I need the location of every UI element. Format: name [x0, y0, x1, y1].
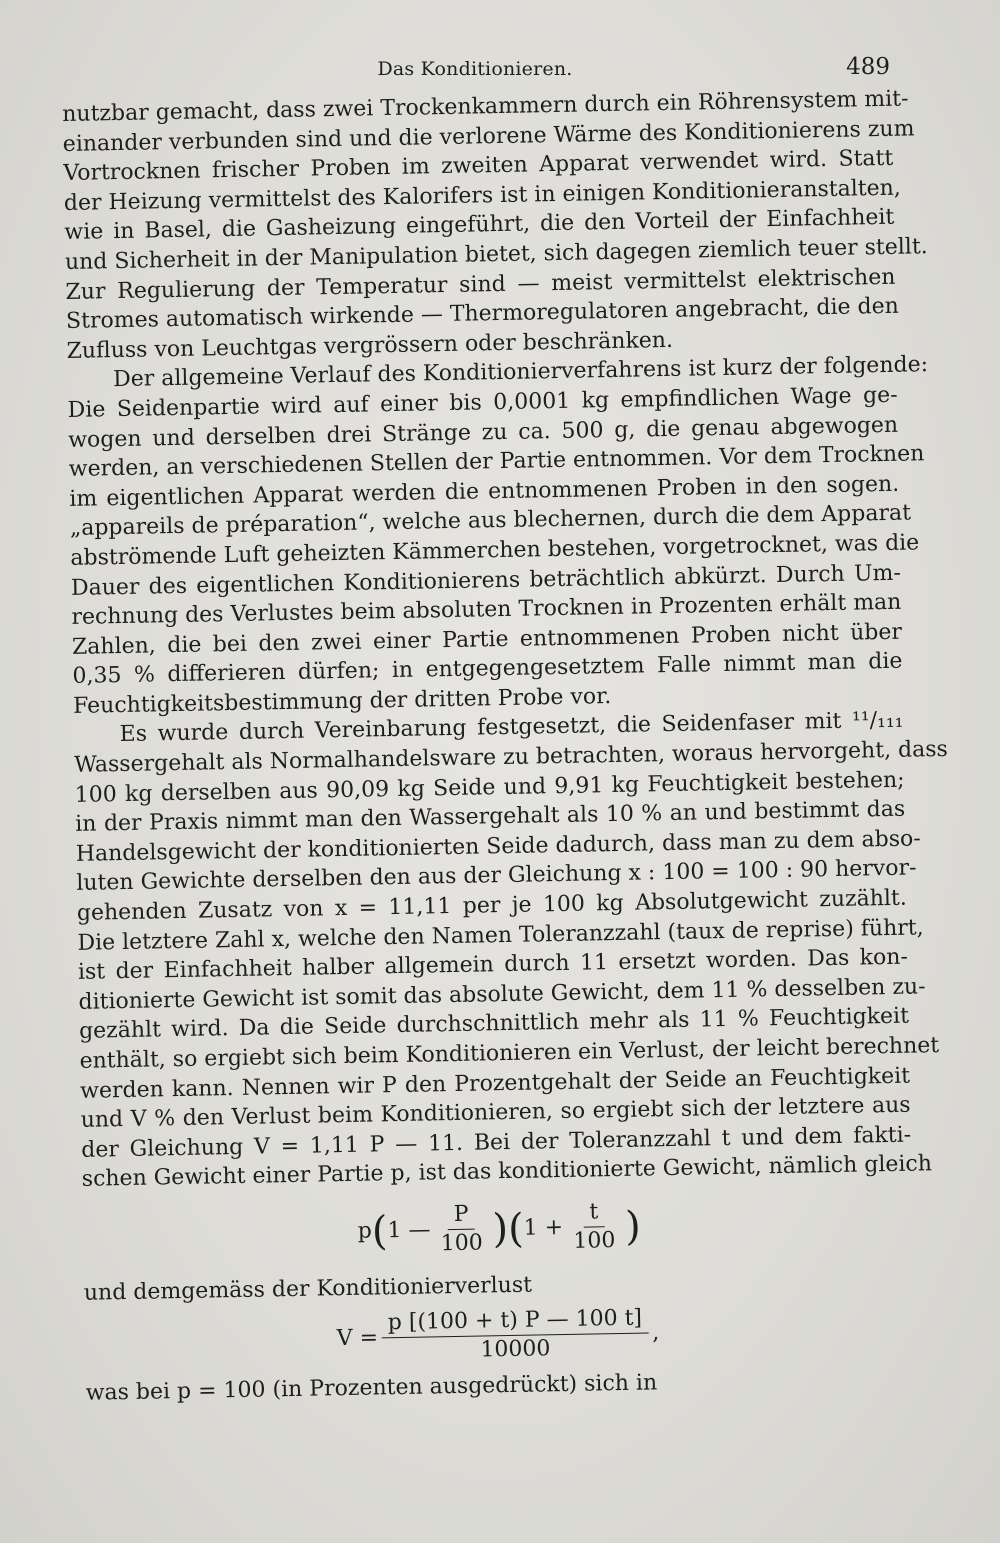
- paren-close: ): [492, 1205, 509, 1253]
- text-line: Die letztere Zahl x, welche den Namen Toleranzzahl (taux de reprise) führt,: [77, 914, 924, 956]
- fraction-t-over-100: [567, 1200, 622, 1254]
- text-line: Dauer des eigentlichen Konditionierens beträchtlich abkürzt. Durch Um-: [70, 560, 902, 601]
- formula-trailing-comma: ,: [652, 1319, 660, 1345]
- paren-open: (: [507, 1205, 525, 1252]
- text-line: wie in Basel, die Gasheizung eingeführt, die den Vorteil der Einfachheit: [64, 205, 895, 246]
- text-line: ditionierte Gewicht ist somit das absolute Gewicht, dem 11 % desselben zu-: [78, 974, 926, 1015]
- text-line: der Heizung vermittelst des Kalorifers ist in einigen Konditionieranstalten,: [63, 175, 902, 216]
- text-line: luten Gewichte derselben den aus der Gleichung x : 100 = 100 : 90 hervor-: [76, 855, 917, 897]
- text-line: 0,35 % differieren dürfen; in entgegengesetztem Falle nimmt man die: [72, 648, 903, 690]
- text-line: und Sicherheit in der Manipulation bietet, sich dagegen ziemlich teuer stellt.: [64, 234, 928, 275]
- text-line: einander verbunden sind und die verlorene Wärme des Konditionierens zum: [62, 115, 915, 157]
- text-line: werden, an verschiedenen Stellen der Partie entnommen. Vor dem Trocknen: [68, 441, 925, 483]
- text-line: Zahlen, die bei den zwei einer Partie entnommenen Proben nicht über: [71, 619, 903, 660]
- paren-open: (: [371, 1208, 388, 1255]
- text-line: in der Praxis nimmt man den Wassergehalt als 10 % an und bestimmt das: [75, 796, 906, 838]
- paragraph-lines: [62, 85, 949, 1195]
- text-line: gehenden Zusatz von x = 11,11 per je 100 kg Absolutgewicht zuzählt.: [76, 885, 907, 926]
- text-line: ist der Einfachheit halber allgemein durch 11 ersetzt worden. Das kon-: [77, 944, 909, 986]
- text-line: Vortrocknen frischer Proben im zweiten Apparat verwendet wird. Statt: [63, 145, 894, 187]
- formula-one-minus: 1 —: [387, 1217, 431, 1244]
- page-number: 489: [846, 54, 890, 80]
- fraction-loss: [382, 1307, 649, 1365]
- text-line: werden kann. Nennen wir P den Prozentgehalt der Seide an Feuchtigkeit: [79, 1063, 911, 1104]
- fraction-denominator: 100: [440, 1230, 483, 1257]
- fraction-p-over-100: [434, 1203, 489, 1257]
- formula-lhs: V =: [336, 1324, 379, 1351]
- formula-var-p: p: [357, 1218, 373, 1244]
- text-line: Zufluss von Leuchtgas vergrössern oder beschränken.: [66, 327, 674, 364]
- text-line: abströmende Luft geheizten Kämmerchen bestehen, vorgetrocknet, was die: [70, 530, 920, 571]
- text-line: Die Seidenpartie wird auf einer bis 0,0001 kg empfindlichen Wage ge-: [67, 382, 898, 423]
- text-line: Handelsgewicht der konditionierten Seide dadurch, dass man zu dem abso-: [75, 826, 921, 867]
- text-line: Der allgemeine Verlauf des Konditionierverfahrens ist kurz der folgende:: [112, 352, 929, 393]
- text-line: enthält, so ergiebt sich beim Konditionieren ein Verlust, der leicht berechnet: [79, 1033, 940, 1074]
- fraction-numerator: t: [583, 1201, 604, 1228]
- page-header: [60, 54, 890, 88]
- text-line: Zur Regulierung der Temperatur sind — meist vermittelst elektrischen: [65, 264, 896, 305]
- text-line: „appareils de préparation“, welche aus blechernen, durch die dem Apparat: [69, 500, 912, 542]
- text-line: Wassergehalt als Normalhandelsware zu betrachten, woraus hervorgeht, dass: [73, 736, 949, 778]
- text-line: rechnung des Verlustes beim absoluten Trocknen in Prozenten erhält man: [71, 589, 902, 631]
- text-line: nutzbar gemacht, dass zwei Trockenkammern durch ein Röhrensystem mit-: [62, 86, 909, 127]
- text-line: Stromes automatisch wirkende — Thermoregulatoren angebracht, die den: [65, 293, 900, 335]
- text-line: gezählt wird. Da die Seide durchschnittlich mehr als 11 % Feuchtigkeit: [78, 1004, 910, 1045]
- text-line: schen Gewicht einer Partie p, ist das konditionierte Gewicht, nämlich gleich: [81, 1151, 933, 1193]
- text-line: wogen und derselben drei Stränge zu ca. 500 g, die genau abgewogen: [68, 412, 899, 453]
- text-line: und V % den Verlust beim Konditionieren, so ergiebt sich der letztere aus: [80, 1092, 911, 1134]
- fraction-numerator: p [(100 + t) P — 100 t]: [382, 1307, 649, 1339]
- text-line: Feuchtigkeitsbestimmung der dritten Probe vor.: [72, 683, 612, 719]
- text-line: Es wurde durch Vereinbarung festgesetzt, die Seidenfaser mit ¹¹/₁₁₁: [119, 708, 904, 748]
- text-line: im eigentlichen Apparat werden die entnommenen Proben in den sogen.: [69, 471, 900, 512]
- fraction-denominator: 100: [573, 1228, 616, 1255]
- formula-one-plus: 1 +: [523, 1214, 564, 1241]
- text-line: was bei p = 100 (in Prozenten ausgedrückt) sich in: [85, 1369, 658, 1406]
- text-line: der Gleichung V = 1,11 P — 11. Bei der Toleranzzahl t und dem fakti-: [81, 1122, 912, 1163]
- text-line: und demgemäss der Konditionierverlust: [83, 1272, 533, 1306]
- fraction-denominator: 10000: [480, 1336, 551, 1363]
- text-line: 100 kg derselben aus 90,09 kg Seide und 9,91 kg Feuchtigkeit bestehen;: [74, 767, 905, 808]
- body-text: [62, 85, 949, 1408]
- paren-close: ): [624, 1203, 642, 1250]
- formula-conditioned-weight: [82, 1180, 913, 1279]
- fraction-numerator: P: [448, 1203, 475, 1230]
- running-title: Das Konditionieren.: [377, 58, 573, 80]
